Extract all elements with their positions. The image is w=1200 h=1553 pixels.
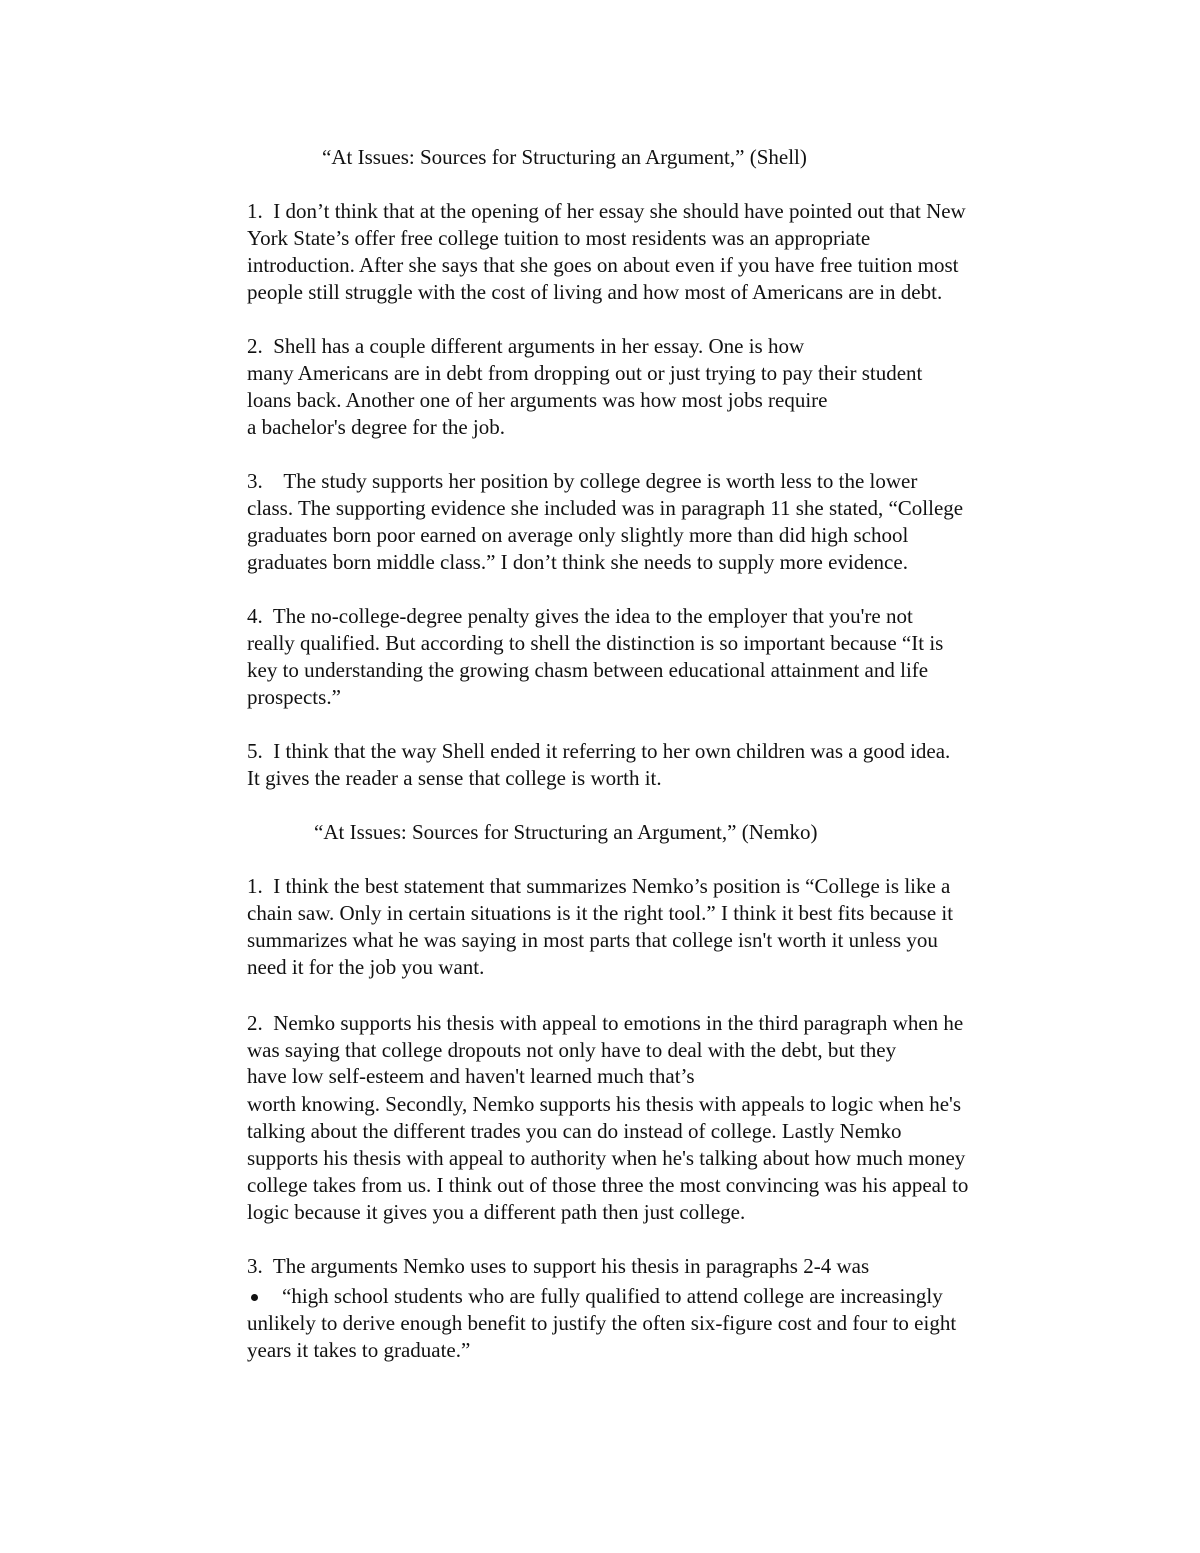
answer-line: introduction. After she says that she goes on about even if you have free tuition most	[247, 253, 959, 277]
answer-line: loans back. Another one of her arguments was how most jobs require	[247, 388, 828, 412]
answer-line: logic because it gives you a different path then just college.	[247, 1200, 746, 1224]
answer-line: 4. The no-college-degree penalty gives the idea to the employer that you're not	[247, 604, 913, 628]
answer-line: 5. I think that the way Shell ended it referring to her own children was a good idea.	[247, 739, 951, 763]
answer-line: York State’s offer free college tuition to most residents was an appropriate	[247, 226, 871, 250]
answer-line: 2. Nemko supports his thesis with appeal to emotions in the third paragraph when he	[247, 1011, 964, 1035]
answer-line: supports his thesis with appeal to authority when he's talking about how much money	[247, 1146, 966, 1170]
shell-section-title: “At Issues: Sources for Structuring an Argument,” (Shell)	[322, 145, 807, 169]
nemko-section-title: “At Issues: Sources for Structuring an Argument,” (Nemko)	[314, 820, 818, 844]
answer-line: talking about the different trades you can do instead of college. Lastly Nemko	[247, 1119, 902, 1143]
answer-line: was saying that college dropouts not only have to deal with the debt, but they	[247, 1038, 897, 1062]
answer-line: worth knowing. Secondly, Nemko supports his thesis with appeals to logic when he's	[247, 1092, 962, 1116]
answer-line: class. The supporting evidence she included was in paragraph 11 she stated, “College	[247, 496, 964, 520]
answer-line: 3. The arguments Nemko uses to support his thesis in paragraphs 2-4 was	[247, 1254, 870, 1278]
bullet-line: “high school students who are fully qualified to attend college are increasingly	[282, 1284, 943, 1308]
answer-line: 3. The study supports her position by college degree is worth less to the lower	[247, 469, 918, 493]
answer-line: 1. I think the best statement that summarizes Nemko’s position is “College is like a	[247, 874, 951, 898]
answer-line: graduates born middle class.” I don’t think she needs to supply more evidence.	[247, 550, 908, 574]
answer-line: many Americans are in debt from dropping out or just trying to pay their student	[247, 361, 923, 385]
answer-line: a bachelor's degree for the job.	[247, 415, 505, 439]
bullet-line: years it takes to graduate.”	[247, 1338, 471, 1362]
answer-line: graduates born poor earned on average only slightly more than did high school	[247, 523, 909, 547]
answer-line: really qualified. But according to shell the distinction is so important because “It is	[247, 631, 944, 655]
answer-line: need it for the job you want.	[247, 955, 485, 979]
answer-line: key to understanding the growing chasm between educational attainment and life	[247, 658, 929, 682]
bullet-icon	[251, 1294, 258, 1301]
answer-line: It gives the reader a sense that college is worth it.	[247, 766, 662, 790]
answer-line: have low self-esteem and haven't learned much that’s	[247, 1064, 695, 1088]
answer-line: college takes from us. I think out of those three the most convincing was his appeal to	[247, 1173, 969, 1197]
answer-line: people still struggle with the cost of living and how most of Americans are in debt.	[247, 280, 943, 304]
answer-line: 1. I don’t think that at the opening of her essay she should have pointed out that New	[247, 199, 966, 223]
answer-line: 2. Shell has a couple different arguments in her essay. One is how	[247, 334, 805, 358]
bullet-line: unlikely to derive enough benefit to justify the often six-figure cost and four to eight	[247, 1311, 957, 1335]
answer-line: chain saw. Only in certain situations is it the right tool.” I think it best fits because it	[247, 901, 954, 925]
answer-line: prospects.”	[247, 685, 341, 709]
answer-line: summarizes what he was saying in most parts that college isn't worth it unless you	[247, 928, 938, 952]
